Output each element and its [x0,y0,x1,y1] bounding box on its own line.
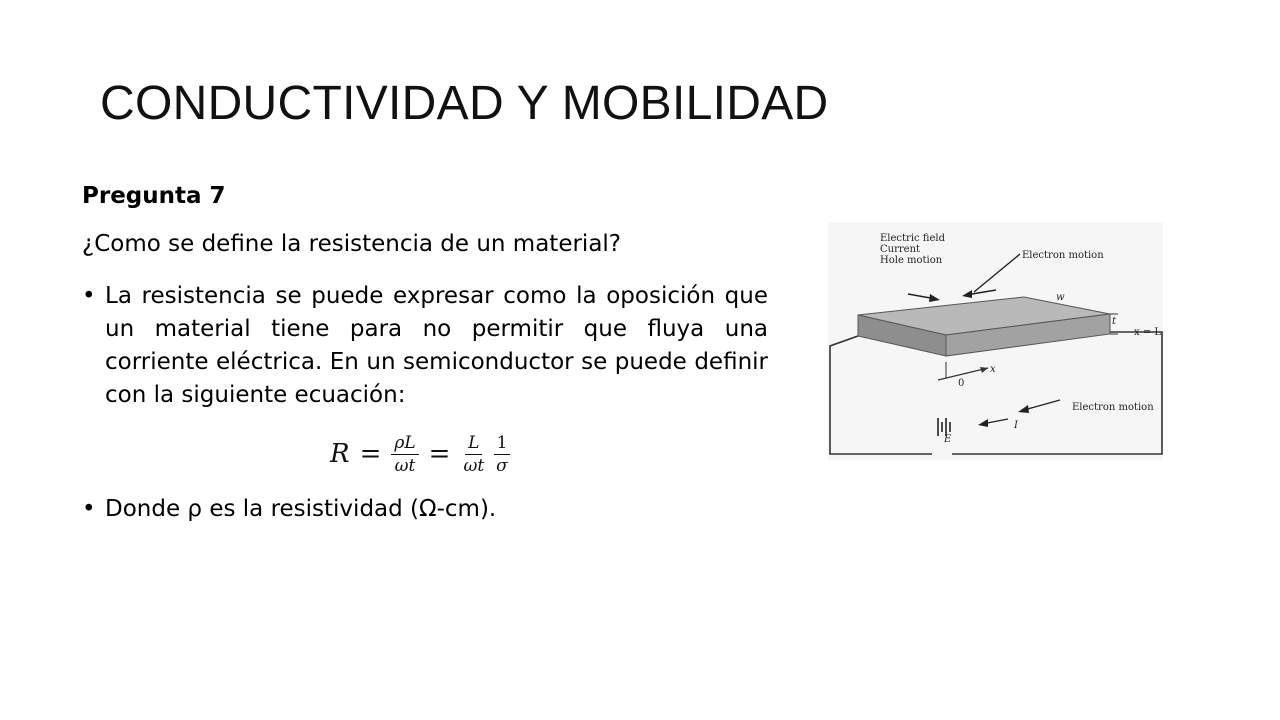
label-t: t [1112,316,1117,327]
fraction-numerator: L [465,432,482,455]
equation-equals: = [428,439,451,469]
question-text: ¿Como se define la resistencia de un material? [82,231,622,257]
bullet-icon: • [82,283,96,309]
bullet-text: La resistencia se puede expresar como la oposición que un material tiene para no permitir que fluya una corriente eléctrica. En un semiconductor se puede definir con la siguiente ecuación: [105,283,768,408]
semiconductor-bar-drawing [828,222,1163,460]
label-electric-field: Electric field [880,233,945,244]
fraction-l-over-wt [460,432,487,477]
label-x: x [990,364,996,375]
label-hole-motion: Hole motion [880,255,943,266]
label-electron-motion-top: Electron motion [1022,250,1104,261]
bullet-icon: • [82,496,96,522]
slide-title: CONDUCTIVIDAD Y MOBILIDAD [100,77,829,130]
fraction-numerator: ρL [391,432,418,455]
electron-arrowhead-top [962,290,972,298]
fraction-numerator: 1 [494,432,511,455]
label-i: I [1014,420,1018,431]
label-x-eq-l: x = L [1134,327,1162,338]
electron-arrowhead-bottom [1018,405,1029,413]
fraction-denominator: σ [496,455,508,476]
fraction-denominator: ωt [394,455,416,476]
bullet-item [82,280,768,412]
semiconductor-bar-diagram [828,222,1163,460]
label-electron-motion-bottom: Electron motion [1072,402,1154,413]
label-w: w [1056,292,1065,303]
fraction-denominator: ωt [463,455,485,476]
electron-arrow-bottom [1024,400,1060,410]
field-arrowhead [929,294,940,302]
question-heading: Pregunta 7 [82,183,226,209]
bullet-text: Donde ρ es la resistividad (Ω-cm). [105,496,497,522]
electron-motion-leader [974,254,1020,292]
label-current: Current [880,244,921,255]
fraction-rho-l-over-wt [391,432,418,477]
current-arrowhead [978,419,988,427]
fraction-one-over-sigma [493,432,511,477]
x-axis-arrowhead [980,367,988,373]
equation-lhs: R [330,439,350,469]
resistance-equation [330,424,511,484]
label-e: E [944,434,952,445]
label-zero: 0 [958,378,965,389]
bullet-item [82,493,768,526]
equation-equals: = [359,439,382,469]
